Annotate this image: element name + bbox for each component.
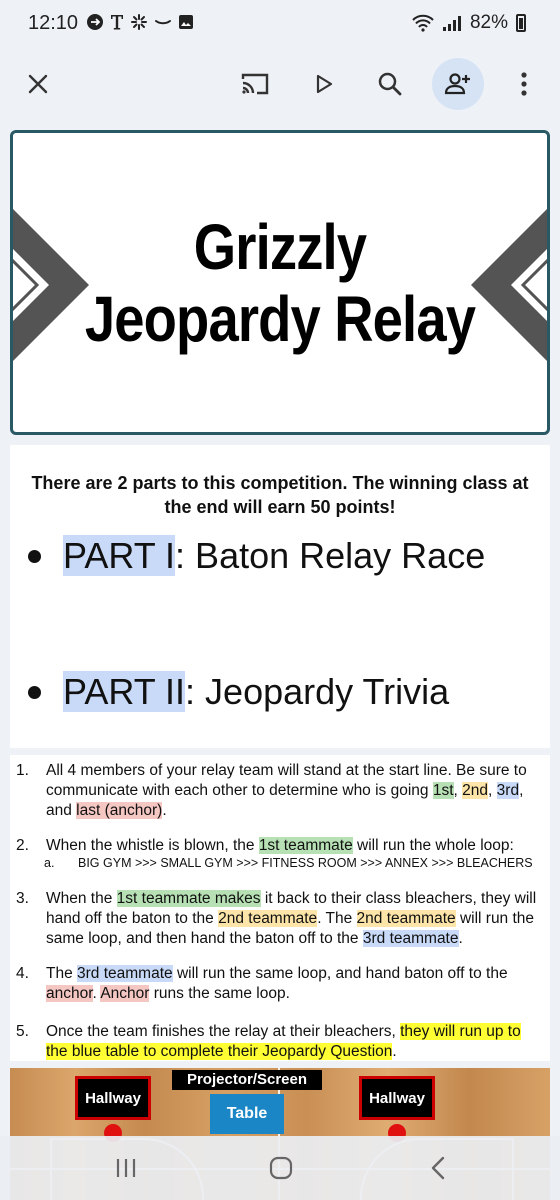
bullet-icon xyxy=(28,686,41,699)
amazon-icon xyxy=(154,13,172,31)
hallway-left: Hallway xyxy=(75,1076,151,1120)
intro-text: There are 2 parts to this competition. The winning class at the end will earn 50 points! xyxy=(31,473,529,517)
search-icon xyxy=(377,71,403,97)
projector-label: Projector/Screen xyxy=(172,1070,322,1090)
rule-2-route: a. BIG GYM >>> SMALL GYM >>> FITNESS ROOM >>> ANNEX >>> BLEACHERS xyxy=(44,856,533,870)
home-icon xyxy=(269,1156,293,1180)
share-button[interactable] xyxy=(432,58,484,110)
slide-parts[interactable] xyxy=(10,445,550,748)
slide-rules[interactable] xyxy=(10,755,550,1061)
title-line-2: Jeopardy Relay xyxy=(84,283,476,355)
home-button[interactable] xyxy=(251,1146,311,1190)
notification-icons xyxy=(86,13,194,31)
system-nav-bar xyxy=(0,1136,560,1200)
status-time: 12:10 xyxy=(28,12,79,34)
status-right xyxy=(412,12,526,34)
part-two-text: : Jeopardy Trivia xyxy=(185,671,450,712)
messages-icon xyxy=(86,13,104,31)
rule-1: 1. All 4 members of your relay team will stand at the start line. Be sure to communicate with each other to determine who is going 1st, 2nd, 3rd, and last (anchor). xyxy=(16,762,527,819)
carrier-t-icon xyxy=(110,13,124,31)
pinwheel-icon xyxy=(130,13,148,31)
bullet-icon xyxy=(28,550,41,563)
wifi-icon xyxy=(412,14,434,32)
recents-icon xyxy=(115,1157,137,1179)
part-one-bullet xyxy=(28,535,485,577)
close-icon xyxy=(26,72,50,96)
part-two-bullet xyxy=(28,671,449,713)
battery-icon xyxy=(516,14,526,32)
cast-button[interactable] xyxy=(229,58,281,110)
signal-icon xyxy=(442,14,462,32)
rule-2: 2. When the whistle is blown, the 1st teammate will run the whole loop: xyxy=(16,837,514,854)
more-vert-icon xyxy=(520,71,528,97)
title-line-1: Grizzly xyxy=(193,211,367,283)
present-button[interactable] xyxy=(298,58,350,110)
more-options-button[interactable] xyxy=(498,58,550,110)
battery-percent: 82% xyxy=(469,12,508,33)
recents-button[interactable] xyxy=(96,1146,156,1190)
back-button[interactable] xyxy=(408,1146,468,1190)
slide-title[interactable] xyxy=(10,130,550,435)
search-button[interactable] xyxy=(364,58,416,110)
part-two-label: PART II xyxy=(63,671,186,712)
gallery-icon xyxy=(178,14,194,30)
back-icon xyxy=(430,1156,446,1180)
close-button[interactable] xyxy=(12,58,64,110)
rule-3: 3. When the 1st teammate makes it back to their class bleachers, they will hand off the baton to the 2nd teammate. The 2nd teammate will run the same loop, and then hand the baton off to the 3rd teammate. xyxy=(16,890,537,947)
cast-icon xyxy=(240,71,270,97)
table-label: Table xyxy=(210,1094,284,1134)
part-one-label: PART I xyxy=(63,535,176,576)
slide-heading xyxy=(53,211,507,355)
part-one-text: : Baton Relay Race xyxy=(175,535,486,576)
rule-5: 5. Once the team finishes the relay at their bleachers, they will run up to the blue table to complete their Jeopardy Question. xyxy=(16,1023,521,1060)
rule-4: 4. The 3rd teammate will run the same loop, and hand baton off to the anchor. Anchor runs the same loop. xyxy=(16,965,508,1002)
status-bar xyxy=(0,0,560,48)
add-person-icon xyxy=(444,72,472,96)
hallway-right: Hallway xyxy=(359,1076,435,1120)
play-icon xyxy=(313,73,335,95)
viewer-toolbar xyxy=(0,48,560,120)
